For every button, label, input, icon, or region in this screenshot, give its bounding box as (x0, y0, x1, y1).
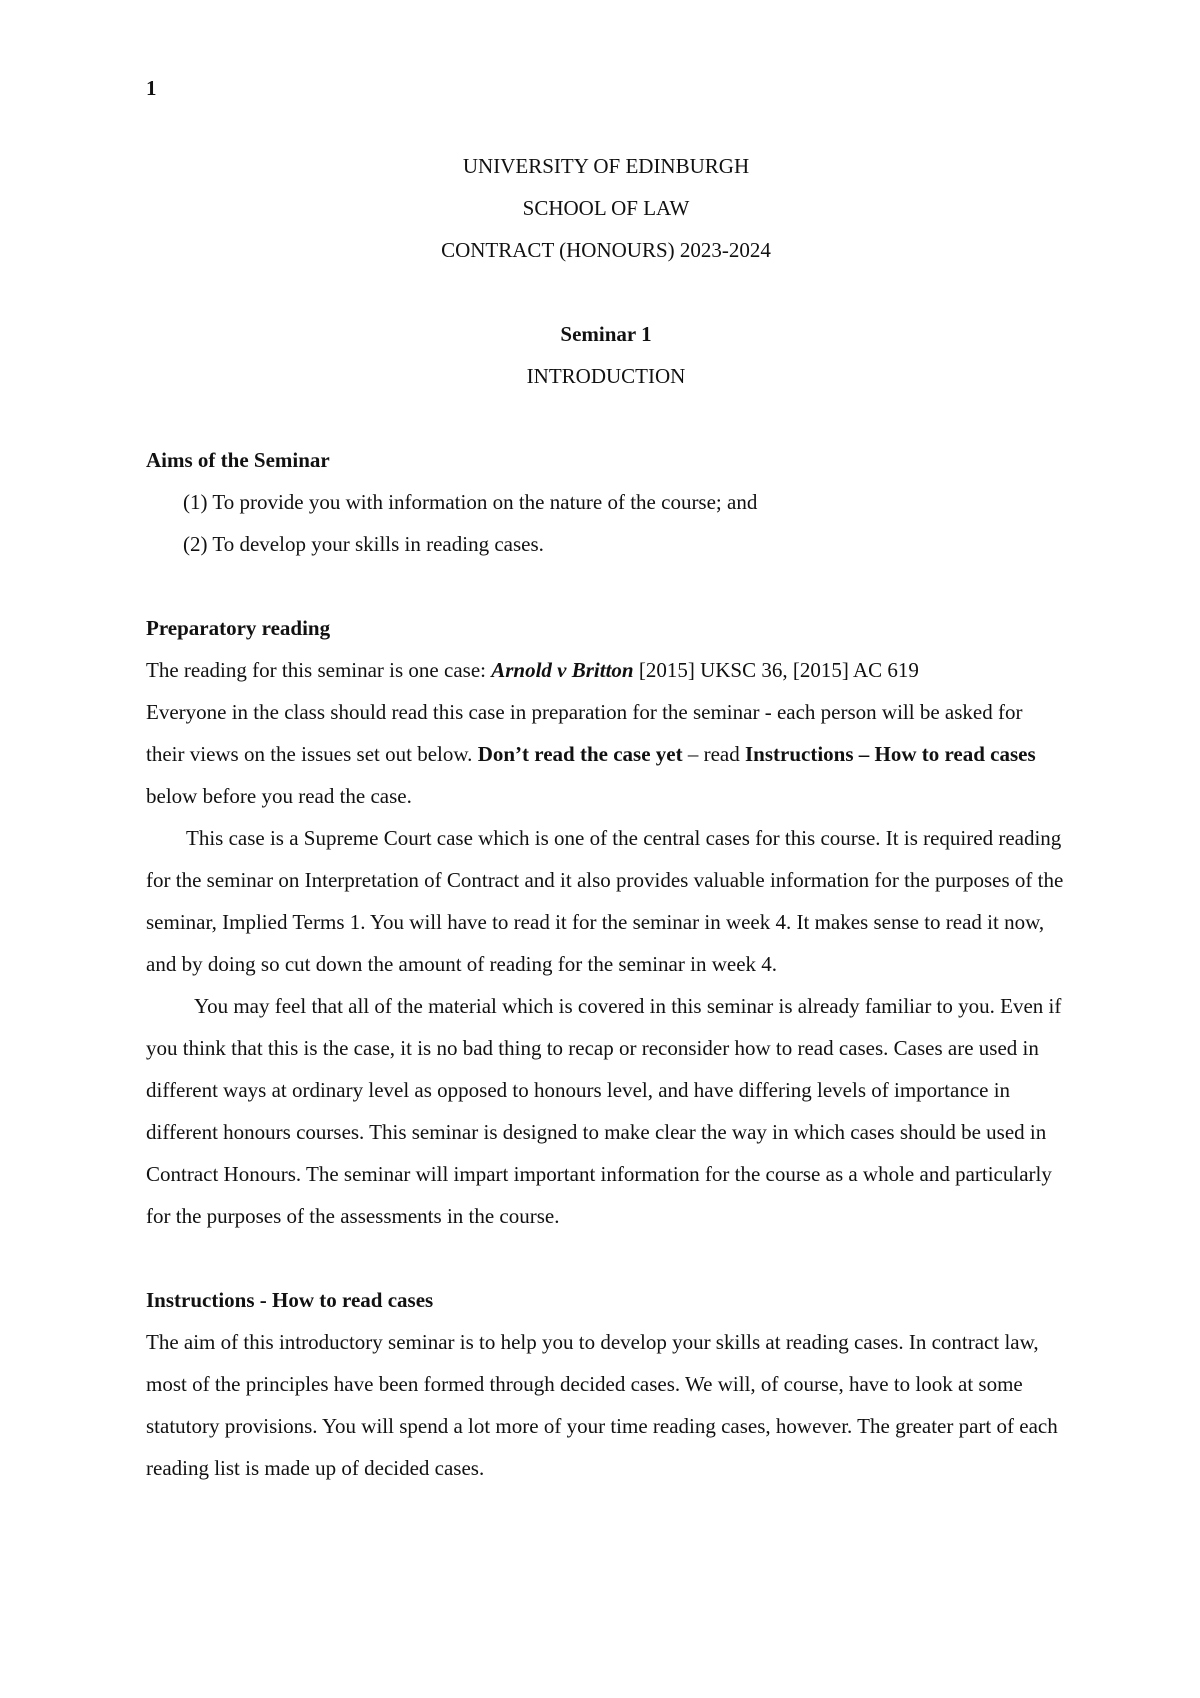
preparatory-paragraph-2 (146, 691, 1066, 817)
seminar-title: INTRODUCTION (526, 364, 686, 388)
school-title: SCHOOL OF LAW (522, 196, 690, 220)
spacer (146, 271, 1066, 313)
text-run: below before you read the case. (146, 784, 412, 808)
emphasis-reference: Instructions – How to read cases (744, 742, 1036, 766)
preparatory-paragraph-3: This case is a Supreme Court case which is one of the central cases for this course. It is required reading for the seminar on Interpretation of Contract and it also provides valuable information for the purposes of the seminar, Implied Terms 1. You will have to read it for the seminar in week 4. It makes sense to read it now, and by doing so cut down the amount of reading for the seminar in week 4. (146, 826, 1064, 976)
document-body (146, 145, 1066, 1489)
preparatory-paragraph-1 (146, 649, 1066, 691)
text-run: The reading for this seminar is one case: (146, 658, 492, 682)
instructions-heading: Instructions - How to read cases (146, 1288, 434, 1312)
seminar-number: Seminar 1 (560, 322, 652, 346)
page-number: 1 (146, 76, 157, 100)
preparatory-heading: Preparatory reading (146, 616, 331, 640)
aims-item-2: (2) To develop your skills in reading cases. (183, 532, 544, 556)
case-citation: [2015] UKSC 36, [2015] AC 619 (633, 658, 919, 682)
spacer (146, 565, 1066, 607)
spacer (146, 397, 1066, 439)
aims-item-1: (1) To provide you with information on the nature of the course; and (183, 490, 758, 514)
preparatory-paragraph-4: You may feel that all of the material which is covered in this seminar is already familiar to you. Even if you think that this is the case, it is no bad thing to recap or reconsider how to read cases. Cases are used in different ways at ordinary level as opposed to honours level, and have differing levels of importance in different honours courses. This seminar is designed to make clear the way in which cases should be used in Contract Honours. The seminar will impart important information for the course as a whole and particularly for the purposes of the assessments in the course. (146, 994, 1062, 1228)
aims-heading: Aims of the Seminar (146, 448, 330, 472)
spacer (146, 1237, 1066, 1279)
course-title: CONTRACT (HONOURS) 2023-2024 (441, 238, 771, 262)
emphasis-warning: Don’t read the case yet (477, 742, 683, 766)
case-name: Arnold v Britton (491, 658, 634, 682)
instructions-paragraph-1: The aim of this introductory seminar is to help you to develop your skills at reading cases. In contract law, most of the principles have been formed through decided cases. We will, of course, have to look at some statutory provisions. You will spend a lot more of your time reading cases, however. The greater part of each reading list is made up of decided cases. (146, 1330, 1058, 1480)
text-run: Everyone in the class should read this case in preparation for the seminar - each person will be asked for their views on the issues set out below. (146, 700, 1023, 766)
text-run: – read (682, 742, 745, 766)
university-title: UNIVERSITY OF EDINBURGH (462, 154, 750, 178)
